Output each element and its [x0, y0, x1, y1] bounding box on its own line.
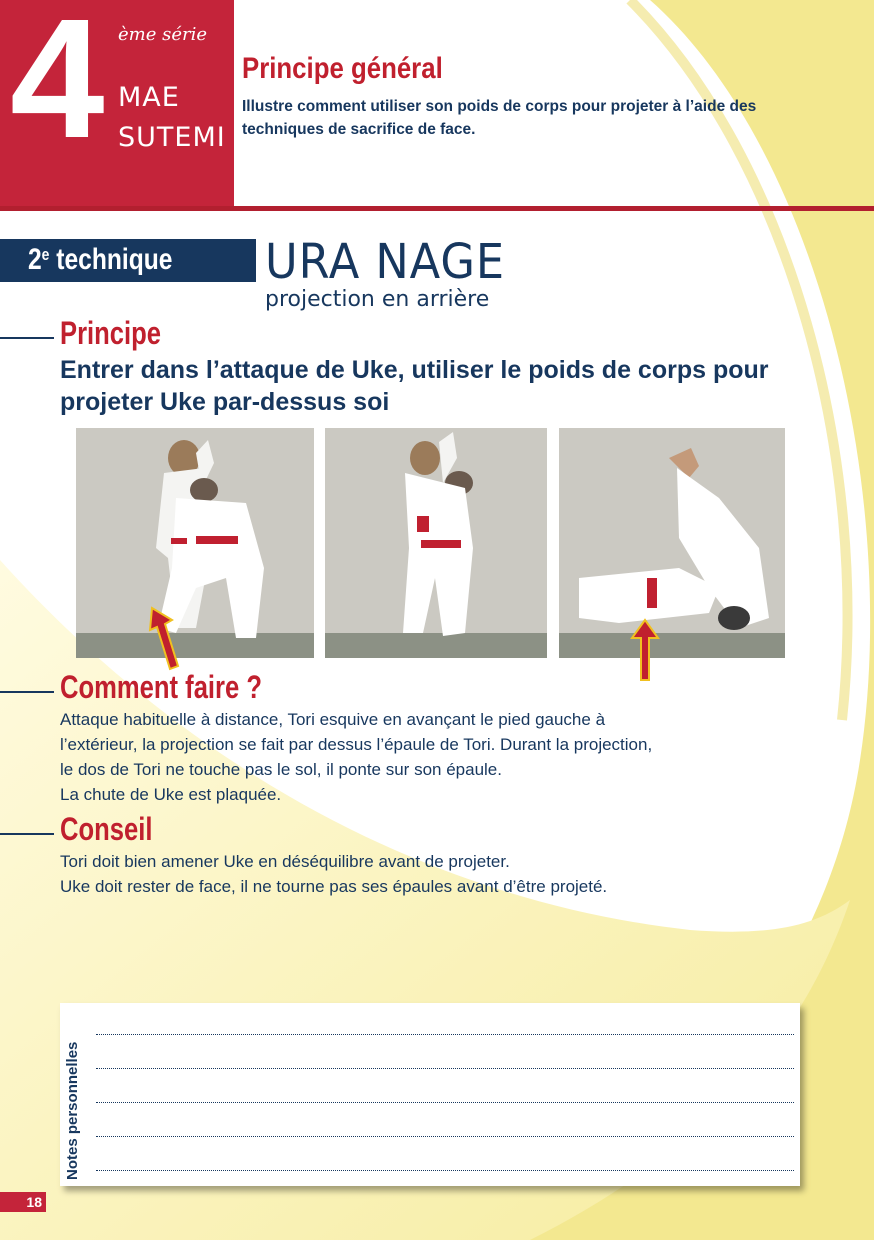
notes-line[interactable]	[96, 1170, 794, 1171]
series-suffix: ème série	[118, 24, 207, 45]
comment-line: La chute de Uke est plaquée.	[60, 785, 282, 804]
header-divider	[0, 206, 874, 211]
photo-step-3	[559, 428, 785, 658]
technique-ordinal	[28, 243, 172, 277]
conseil-line: Uke doit rester de face, il ne tourne pas ses épaules avant d’être projeté.	[60, 877, 608, 896]
photo-step-2	[325, 428, 547, 658]
series-number: 4	[10, 0, 101, 174]
principe-rule	[0, 337, 54, 339]
notes-label: Notes personnelles	[64, 1041, 81, 1180]
notes-line[interactable]	[96, 1034, 794, 1035]
conseil-text	[60, 849, 840, 899]
principe-heading: Principe	[60, 315, 162, 351]
comment-heading: Comment faire ?	[60, 669, 262, 705]
comment-line: le dos de Tori ne touche pas le sol, il ponte sur son épaule.	[60, 760, 502, 779]
notes-line[interactable]	[96, 1136, 794, 1137]
photo-step-1	[76, 428, 314, 658]
conseil-rule	[0, 833, 54, 835]
technique-ordinal-number: 2	[28, 243, 42, 276]
notes-line[interactable]	[96, 1102, 794, 1103]
series-name-line1: MAE	[118, 82, 180, 113]
technique-subtitle: projection en arrière	[265, 287, 490, 312]
comment-text	[60, 707, 840, 807]
technique-name: URA NAGE	[265, 234, 505, 290]
series-name-line2: SUTEMI	[118, 122, 226, 153]
technique-ordinal-suffix: e	[41, 245, 50, 264]
notes-box	[60, 1003, 800, 1186]
conseil-line: Tori doit bien amener Uke en déséquilibre avant de projeter.	[60, 852, 510, 871]
page-number: 18	[0, 1192, 46, 1212]
notes-line[interactable]	[96, 1068, 794, 1069]
principle-title: Principe général	[242, 52, 443, 85]
comment-line: l’extérieur, la projection se fait par dessus l’épaule de Tori. Durant la projection,	[60, 735, 653, 754]
conseil-heading: Conseil	[60, 811, 153, 847]
comment-rule	[0, 691, 54, 693]
technique-ordinal-word: technique	[49, 243, 173, 276]
comment-line: Attaque habituelle à distance, Tori esquive en avançant le pied gauche à	[60, 710, 606, 729]
arrow-up-left-icon	[146, 604, 186, 674]
arrow-up-icon	[630, 618, 660, 684]
principe-text: Entrer dans l’attaque de Uke, utiliser le poids de corps pour projeter Uke par-dessus soi	[60, 356, 769, 416]
principle-text: Illustre comment utiliser son poids de corps pour projeter à l’aide des techniques de sacrifice de face.	[242, 98, 757, 138]
